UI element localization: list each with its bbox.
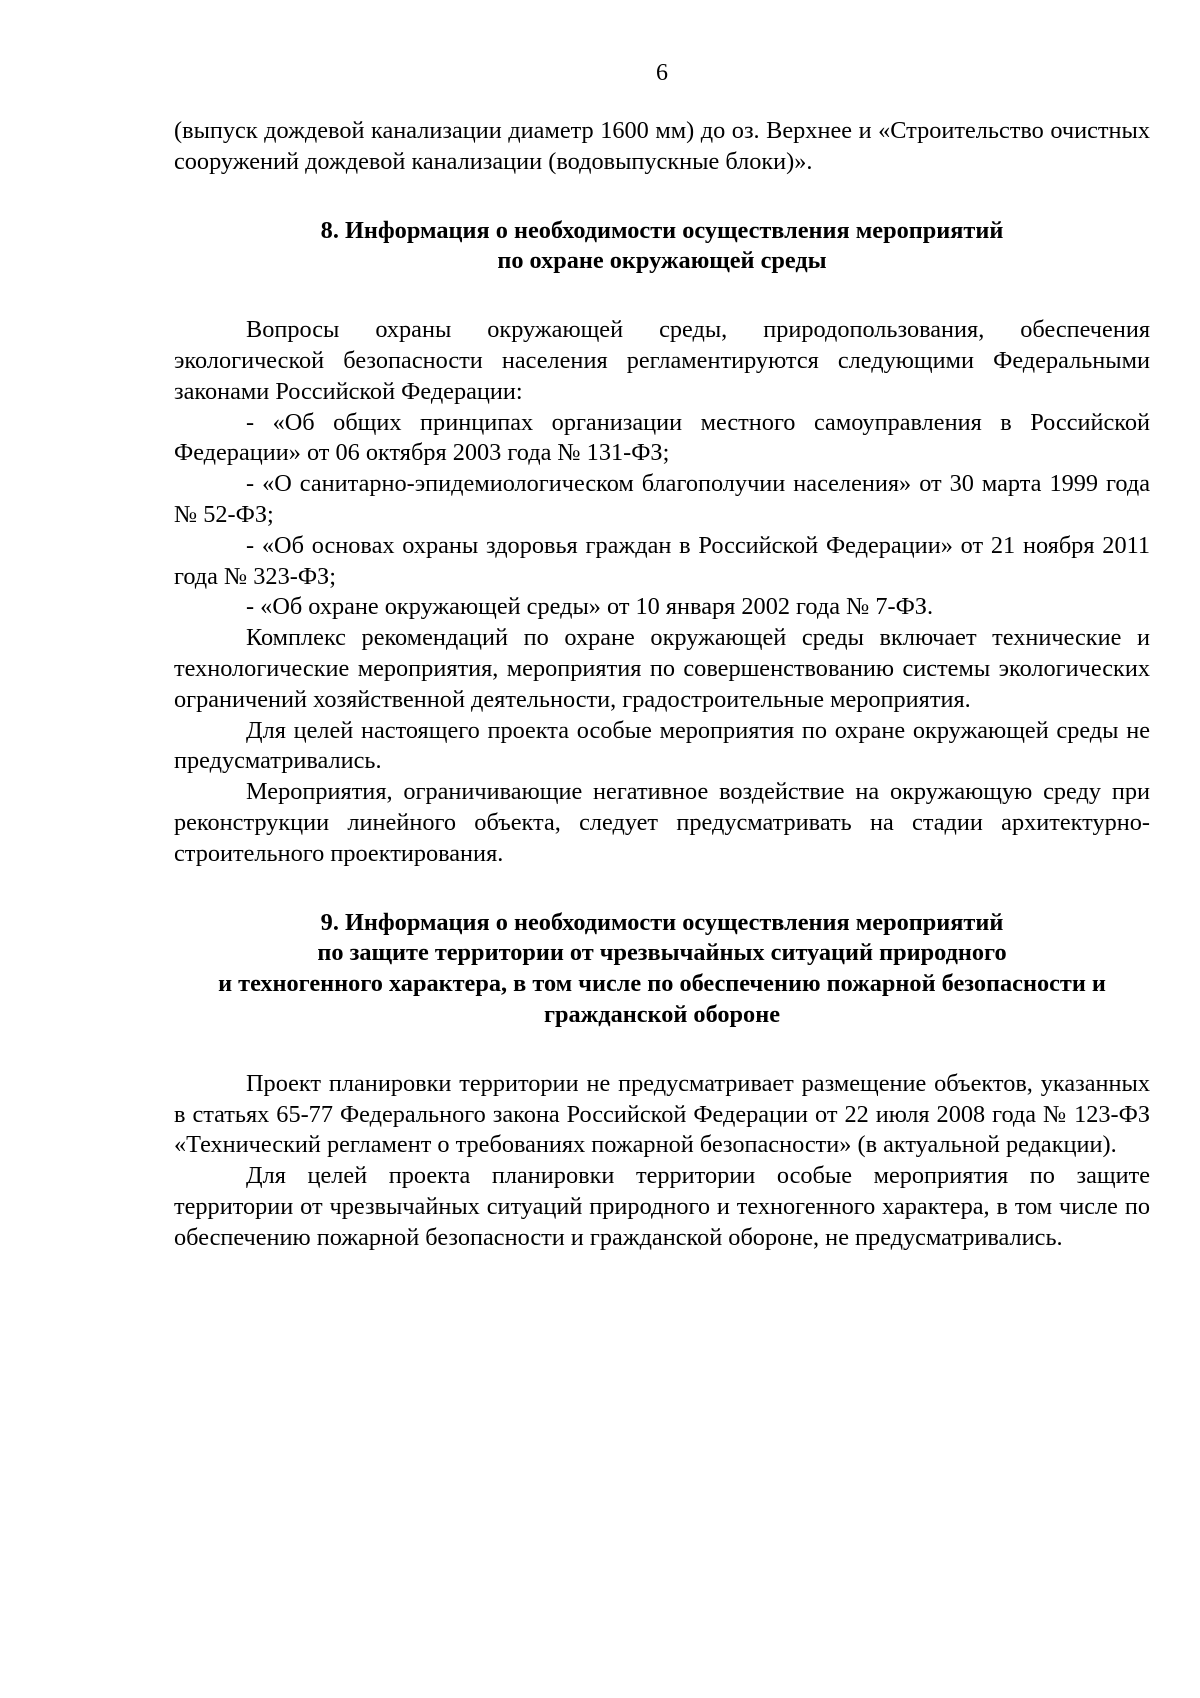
law-list-item-4: - «Об охране окружающей среды» от 10 января 2002 года № 7-ФЗ. xyxy=(246,593,934,621)
section-8-paragraph-1: Вопросы охраны окружающей среды, природопользования, обеспечения экологической безопасности населения регламентируются следующими Федеральными законами Российской Федерации: xyxy=(174,316,1150,405)
section-8-paragraph-2: Комплекс рекомендаций по охране окружающей среды включает технические и технологические мероприятия, мероприятия по совершенствованию системы экологических ограничений хозяйственной деятельности, градостроительные мероприятия. xyxy=(174,624,1150,713)
intro-paragraph: (выпуск дождевой канализации диаметр 1600 мм) до оз. Верхнее и «Строительство очистных сооружений дождевой канализации (водовыпускные блоки)». xyxy=(174,117,1150,175)
law-list-item-1: - «Об общих принципах организации местного самоуправления в Российской Федерации» от 06 октября 2003 года № 131-ФЗ; xyxy=(174,408,1150,467)
section-9-heading xyxy=(174,908,1150,1031)
document-body xyxy=(174,116,1150,1254)
section-8-heading-line-1: 8. Информация о необходимости осуществления мероприятий xyxy=(320,216,1004,244)
section-9-paragraph-2: Для целей проекта планировки территории особые мероприятия по защите территории от чрезвычайных ситуаций природного и техногенного характера, в том числе по обеспечению пожарной безопасности и гражданской обороне, не предусматривались. xyxy=(174,1162,1150,1251)
law-list-item-3: - «Об основах охраны здоровья граждан в Российской Федерации» от 21 ноября 2011 года № 323-ФЗ; xyxy=(174,531,1150,590)
section-9-heading-line-3: и техногенного характера, в том числе по обеспечению пожарной безопасности и xyxy=(218,970,1106,998)
section-8-heading-line-2: по охране окружающей среды xyxy=(497,247,827,275)
section-9-heading-line-1: 9. Информация о необходимости осуществления мероприятий xyxy=(320,908,1004,936)
section-8-paragraph-3: Для целей настоящего проекта особые мероприятия по охране окружающей среды не предусматривались. xyxy=(174,716,1150,775)
section-9-heading-line-2: по защите территории от чрезвычайных ситуаций природного xyxy=(317,939,1007,967)
section-8-heading xyxy=(174,216,1150,278)
section-8-paragraph-4: Мероприятия, ограничивающие негативное воздействие на окружающую среду при реконструкции линейного объекта, следует предусматривать на стадии архитектурно-строительного проектирования. xyxy=(174,778,1150,867)
page-number: 6 xyxy=(656,60,668,86)
law-list-item-2: - «О санитарно-эпидемиологическом благополучии населения» от 30 марта 1999 года № 52-ФЗ; xyxy=(174,470,1150,528)
section-9-paragraph-1: Проект планировки территории не предусматривает размещение объектов, указанных в статьях 65-77 Федерального закона Российской Федерации от 22 июля 2008 года № 123-ФЗ «Технический регламент о требованиях пожарной безопасности» (в актуальной редакции). xyxy=(174,1069,1150,1159)
section-9-heading-line-4: гражданской обороне xyxy=(543,1000,780,1028)
